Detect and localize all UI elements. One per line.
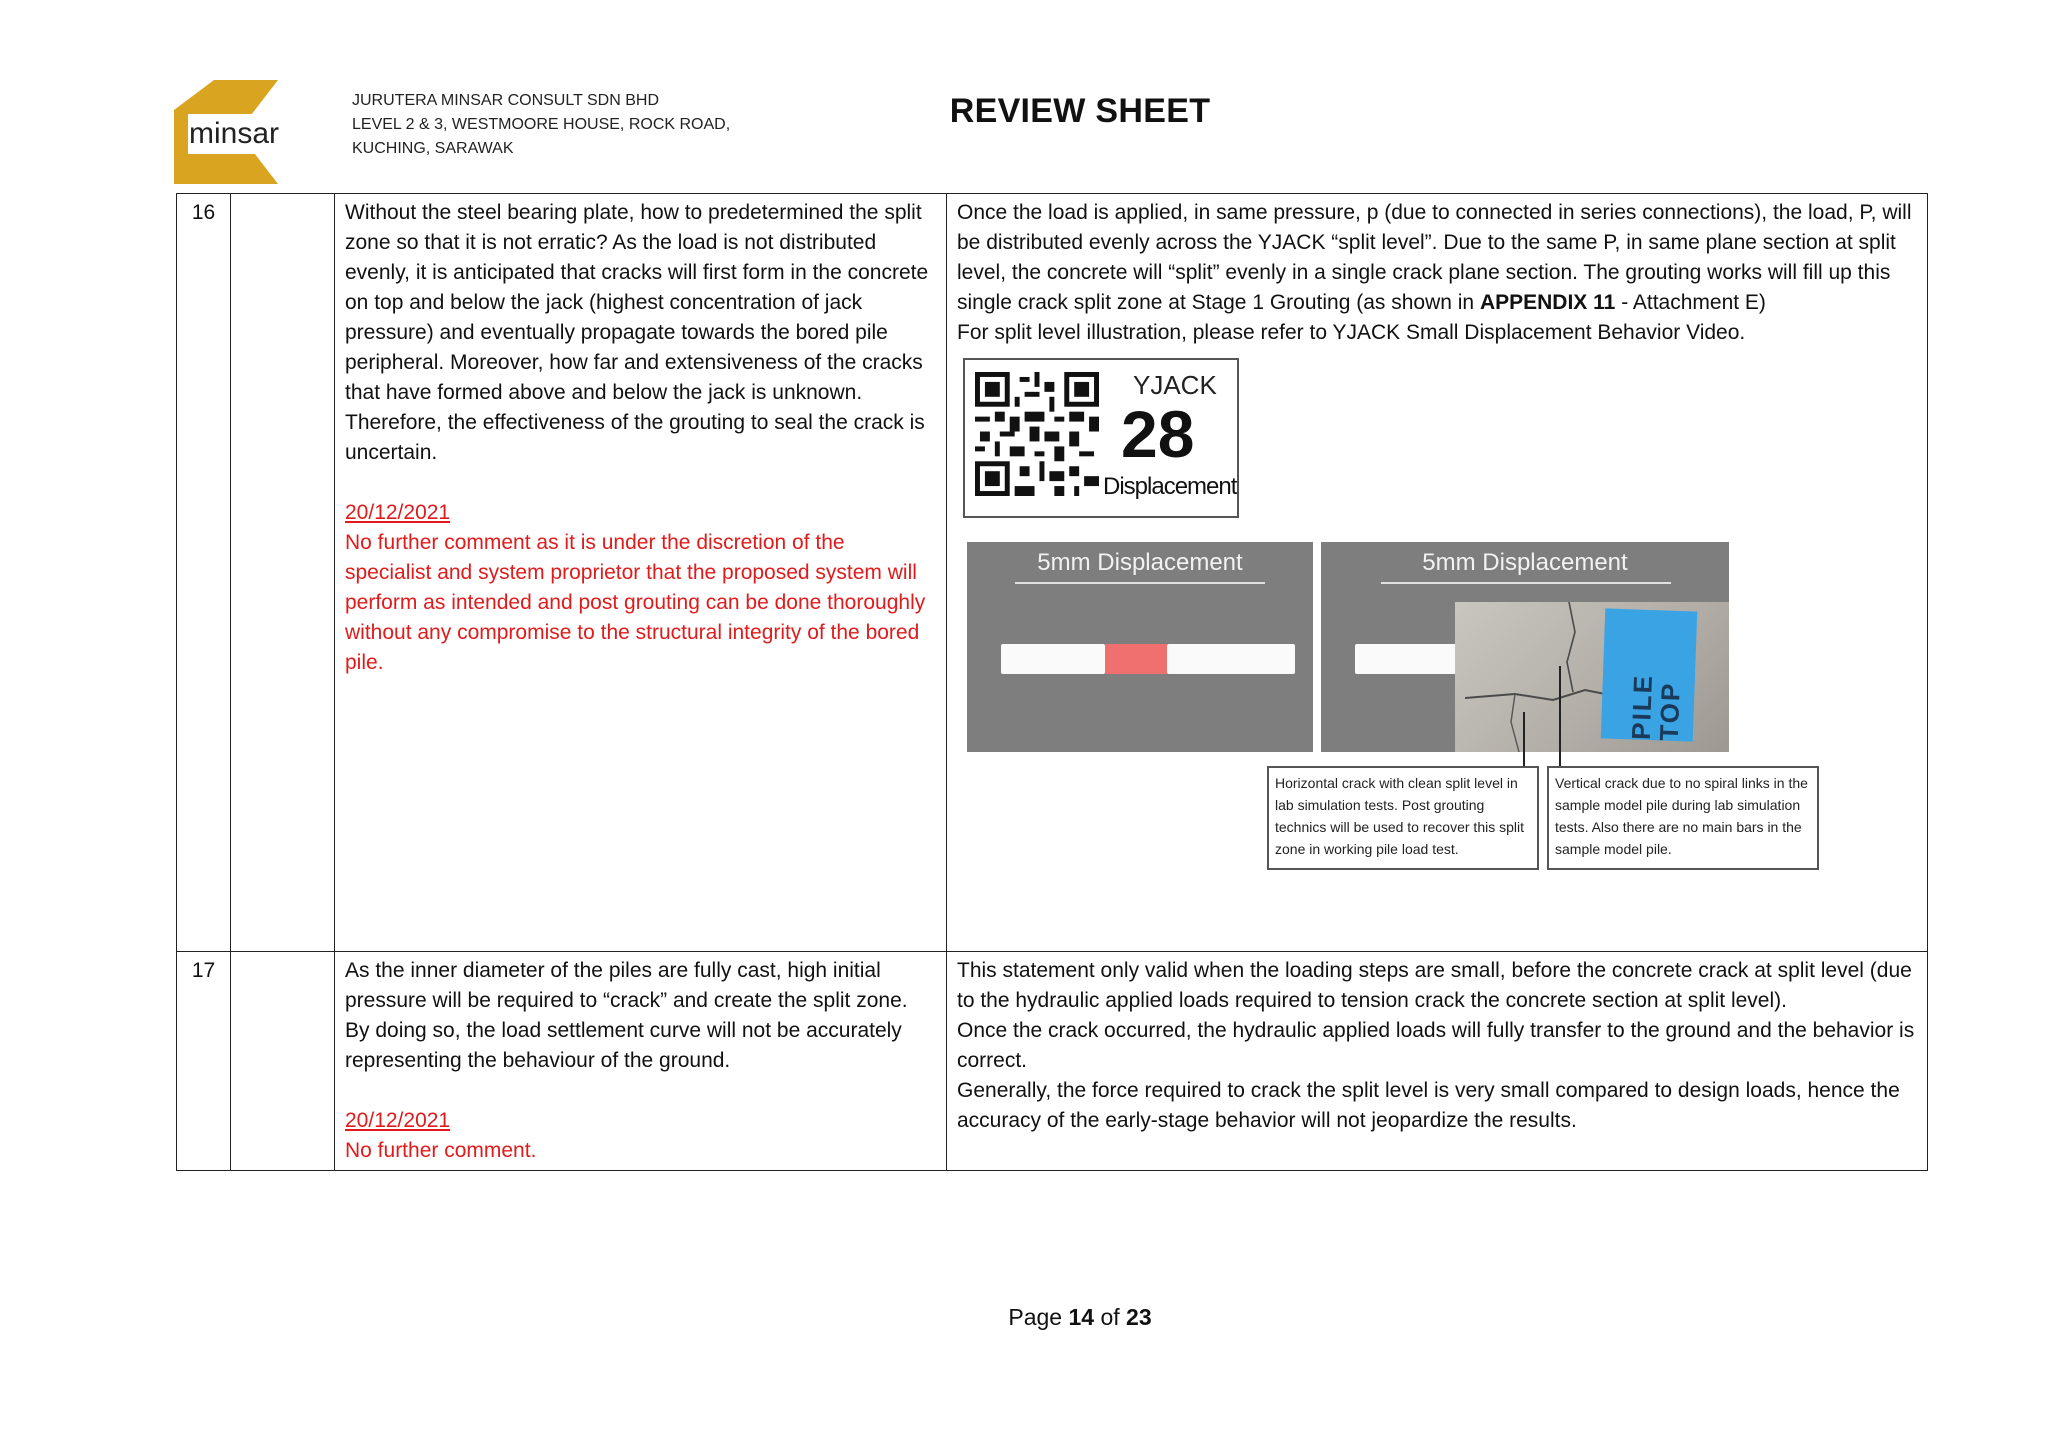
qr-number: 28 [1121,397,1195,471]
response-line: This statement only valid when the loading steps are small, before the concrete crack at split level (due to the hydraulic applied loads required to tension crack the concrete section at split level). [957,959,1912,1012]
empty-cell [231,194,335,952]
pile-top-label [1601,608,1697,741]
followup-date: 20/12/2021 [345,501,451,524]
followup-text: No further comment. [345,1139,537,1162]
current-page: 14 [1068,1304,1095,1330]
split-zone-highlight [1105,644,1167,674]
response-video-ref: For split level illustration, please refer to YJACK Small Displacement Behavior Video. [957,321,1746,344]
displacement-figures [957,542,1917,892]
comment-cell [335,952,947,1171]
qr-brand: YJACK [1133,370,1217,400]
page-title: REVIEW SHEET [949,92,1211,130]
response-cell [947,194,1928,952]
response-line: Once the crack occurred, the hydraulic applied loads will fully transfer to the ground and the behavior is correct. [957,1019,1915,1072]
callout-vertical-crack: Vertical crack due to no spiral links in the sample model pile during lab simulation tests. Also there are no main bars in the sample model pile. [1547,766,1819,870]
logo-text: minsar [188,117,280,150]
footer-prefix: Page [1008,1304,1069,1330]
comment-text: Without the steel bearing plate, how to predetermined the split zone so that it is not erratic? As the load is not distributed evenly, it is anticipated that cracks will first form in the concrete on top and below the jack (highest concentration of jack pressure) and eventually propagate towards the bored pile peripheral. Moreover, how far and extensiveness of the cracks that have formed above and below the jack is unknown. Therefore, the effectiveness of the grouting to seal the crack is uncertain. [345,201,929,464]
page-footer [0,1304,2048,1331]
appendix-ref: APPENDIX 11 [1479,291,1616,314]
figure-title: 5mm Displacement [1422,549,1628,576]
comment-text: As the inner diameter of the piles are fully cast, high initial pressure will be required to “crack” and create the split zone. By doing so, the load settlement curve will not be accurately representing the behaviour of the ground. [345,959,908,1072]
simulation-figure [967,542,1313,752]
qr-code-icon [975,372,1099,496]
attachment-ref: - Attachment E) [1615,291,1766,314]
empty-cell [231,952,335,1171]
total-pages: 23 [1126,1304,1152,1330]
table-row [177,194,1928,952]
pile-bar [1355,644,1459,674]
review-table [176,193,1928,1171]
pile-bar [1001,644,1105,674]
figure-title: 5mm Displacement [1037,549,1243,576]
lab-test-figure [1321,542,1729,752]
qr-label: Displacement [1103,473,1237,500]
followup-date: 20/12/2021 [345,1109,451,1132]
comment-cell [335,194,947,952]
response-line: Generally, the force required to crack the split level is very small compared to design loads, hence the accuracy of the early-stage behavior will not jeopardize the results. [957,1079,1900,1132]
company-address-line: LEVEL 2 & 3, WESTMOORE HOUSE, ROCK ROAD, [352,116,731,133]
response-cell [947,952,1928,1171]
callout-horizontal-crack: Horizontal crack with clean split level in lab simulation tests. Post grouting technics will be used to recover this split zone in working pile load test. [1267,766,1539,870]
pile-bar [1167,644,1295,674]
row-number: 16 [177,194,231,952]
table-row [177,952,1928,1171]
response-text [957,198,1917,318]
followup-text: No further comment as it is under the discretion of the specialist and system proprietor that the proposed system will perform as intended and post grouting can be done thoroughly without any compromise to the structural integrity of the bored pile. [345,531,926,674]
lab-test-photo [1455,602,1729,752]
response-paragraph: Once the load is applied, in same pressure, p (due to connected in series connections), the load, P, will be distributed evenly across the YJACK “split level”. Due to the same P, in same plane section at split level, the concrete will “split” evenly in a single crack plane section. The grouting works will fill up this single crack split zone at Stage 1 Grouting (as shown in [957,201,1912,314]
video-qr-card[interactable] [963,358,1239,518]
company-name: JURUTERA MINSAR CONSULT SDN BHD [352,92,659,109]
pile-top-text: PILE TOP [1625,673,1686,742]
row-number: 17 [177,952,231,1171]
footer-of: of [1094,1304,1127,1330]
company-city: KUCHING, SARAWAK [352,140,514,157]
